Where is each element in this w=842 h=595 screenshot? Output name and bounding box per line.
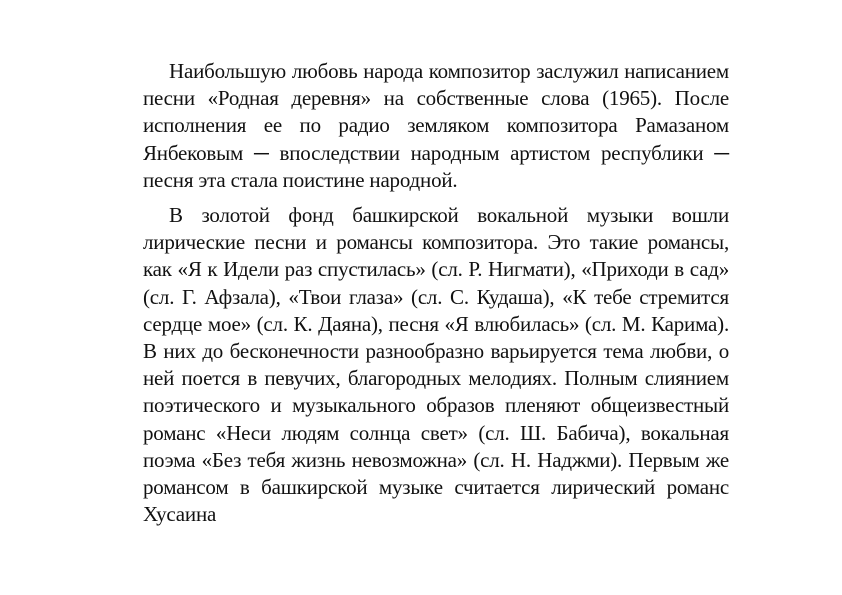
document-page <box>143 58 729 528</box>
paragraph-1: Наибольшую любовь народа композитор заслужил написанием песни «Родная деревня» на собственные слова (1965). После исполнения ее по радио земляком композитора Рамазаном Янбековым ─ впоследствии народным артистом республики ─ песня эта стала поистине народной. <box>143 59 729 192</box>
paragraph-2: В золотой фонд башкирской вокальной музыки вошли лирические песни и романсы композитора. Это такие романсы, как «Я к Идели раз спустилась» (сл. Р. Нигмати), «Приходи в сад» (сл. Г. Афзала), «Твои глаза» (сл. С. Кудаша), «К тебе стремится сердце мое» (сл. К. Даяна), песня «Я влюбилась» (сл. М. Карима). В них до бесконечности разнообразно варьируется тема любви, о ней поется в певучих, благородных мелодиях. Полным слиянием поэтического и музыкального образов пленяют общеизвестный романс «Неси людям солнца свет» (сл. Ш. Бабича), вокальная поэма «Без тебя жизнь невозможна» (сл. Н. Наджми). Первым же романсом в башкирской музыке считается лирический романс Хусаина <box>143 203 729 527</box>
